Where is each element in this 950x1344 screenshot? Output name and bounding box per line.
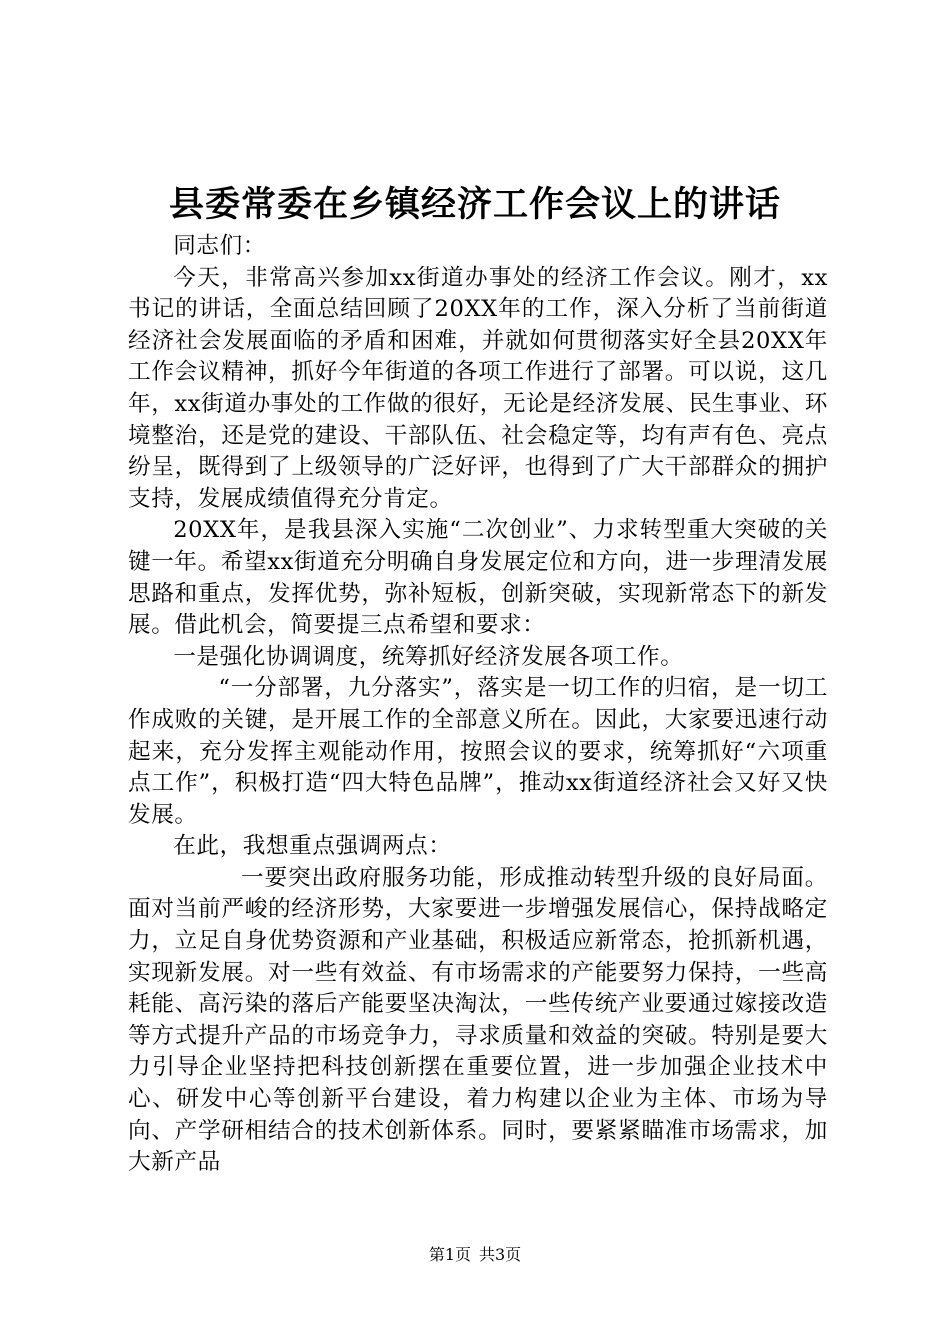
body-paragraph: 20XX年，是我县深入实施“二次创业”、力求转型重大突破的关键一年。希望xx街道充分明确自身发展定位和方向，进一步理清发展思路和重点，发挥优势，弥补短板，创新突破，实现新常态下的新发展。借此机会，简要提三点希望和要求：	[128, 517, 828, 639]
body-paragraph: 在此，我想重点强调两点：	[173, 833, 452, 860]
salutation-paragraph: 同志们：	[173, 233, 266, 259]
document-title: 县委常委在乡镇经济工作会议上的讲话	[168, 184, 781, 225]
body-paragraph: “一分部署，九分落实”，落实是一切工作的归宿，是一切工作成败的关键，是开展工作的全部意义所在。因此，大家要迅速行动起来，充分发挥主观能动作用，按照会议的要求，统筹抓好“六项重点工作”，积极打造“四大特色品牌”，推动xx街道经济社会又好又快发展。	[128, 675, 828, 828]
section-heading: 一是强化协调调度，统筹抓好经济发展各项工作。	[173, 643, 684, 670]
page-total: 共3页	[479, 1245, 522, 1264]
body-paragraph: 一要突出政府服务功能，形成推动转型升级的良好局面。面对当前严峻的经济形势，大家要进一步增强发展信心，保持战略定力，立足自身优势资源和产业基础，积极适应新常态，抢抓新机遇，实现新发展。对一些有效益、有市场需求的产能要努力保持，一些高耗能、高污染的落后产能要坚决淘汰，一些传统产业要通过嫁接改造等方式提升产品的市场竞争力，寻求质量和效益的突破。特别是要大力引导企业坚持把科技创新摆在重要位置，进一步加强企业技术中心、研发中心等创新平台建设，着力构建以企业为主体、市场为导向、产学研相结合的技术创新体系。同时，要紧紧瞄准市场需求，加大新产品	[128, 864, 828, 1176]
page-footer	[0, 1244, 950, 1266]
page-number: 第1页	[428, 1245, 471, 1264]
document-body	[128, 231, 828, 1179]
body-paragraph: 今天，非常高兴参加xx街道办事处的经济工作会议。刚才，xx书记的讲话，全面总结回顾了20XX年的工作，深入分析了当前街道经济社会发展面临的矛盾和困难，并就如何贯彻落实好全县20XX年工作会议精神，抓好今年街道的各项工作进行了部署。可以说，这几年，xx街道办事处的工作做的很好，无论是经济发展、民生事业、环境整治，还是党的建设、干部队伍、社会稳定等，均有声有色、亮点纷呈，既得到了上级领导的广泛好评，也得到了广大干部群众的拥护支持，发展成绩值得充分肯定。	[128, 264, 828, 512]
